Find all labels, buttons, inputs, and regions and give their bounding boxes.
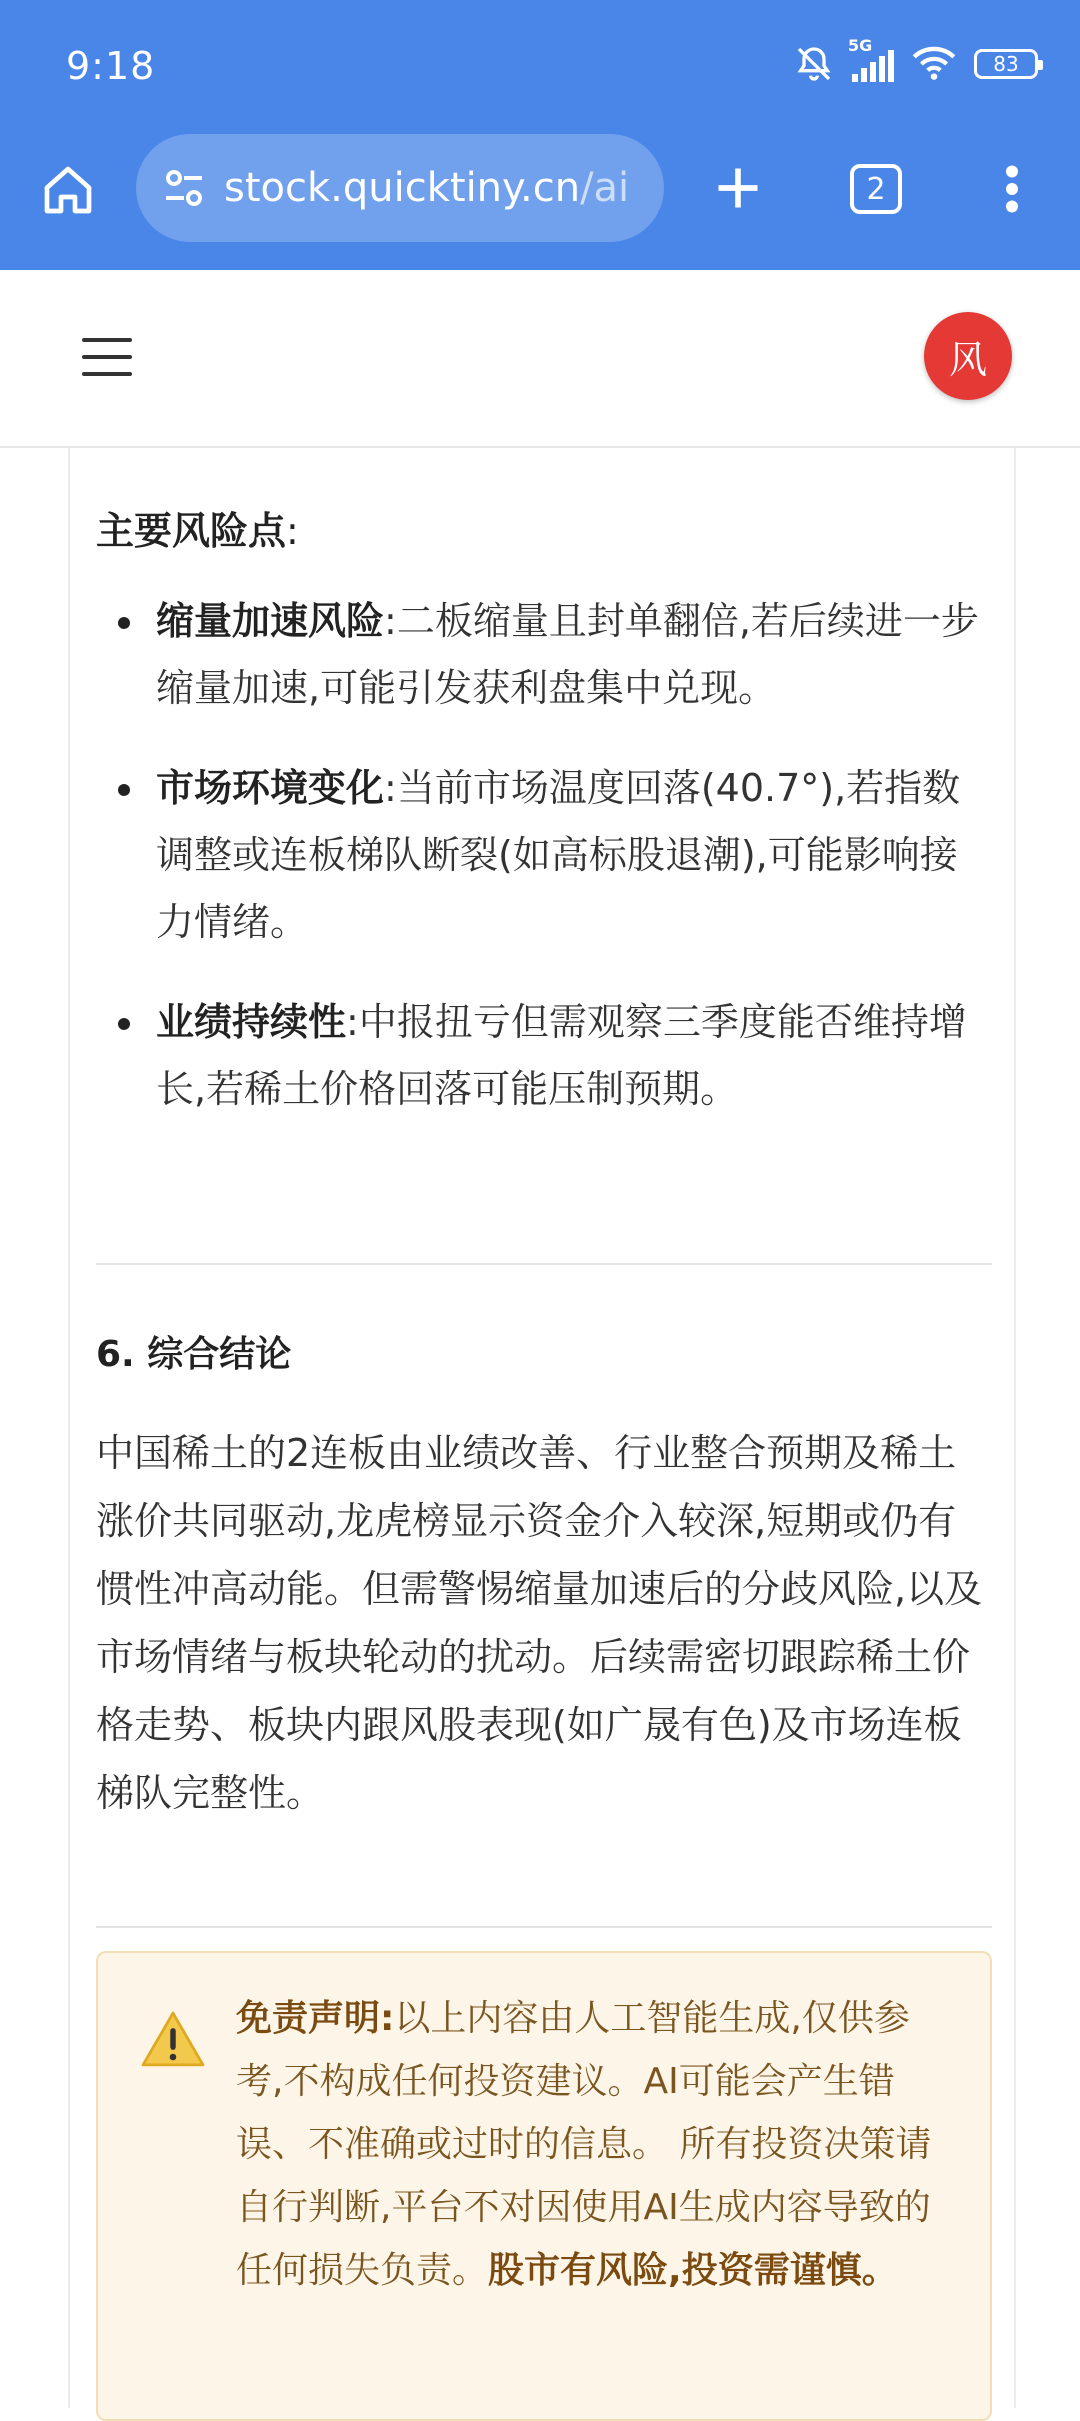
risk-heading: [96, 500, 299, 555]
list-item: [96, 989, 992, 1123]
battery-icon: 83: [974, 49, 1038, 79]
risk-heading-colon: :: [286, 509, 299, 553]
list-item: [96, 755, 992, 956]
plus-icon: [712, 162, 764, 214]
warning-icon: [140, 2009, 206, 2069]
home-icon: [40, 162, 96, 218]
section-title: 6. 综合结论: [96, 1334, 292, 1375]
wifi-icon: [912, 46, 956, 82]
risk-item-text: :当前市场温度回落(40.7°),若指数调整或连板梯队断裂(如高标股退潮),可能影响接力情绪。: [156, 766, 961, 944]
home-button[interactable]: [36, 158, 100, 222]
risk-item-title: 缩量加速风险: [156, 599, 385, 643]
browser-chrome: [0, 0, 1080, 270]
divider: [96, 1926, 992, 1928]
disclaimer-box: [96, 1951, 992, 2421]
risk-item-text: :中报扭亏但需观察三季度能否维持增长,若稀土价格回落可能压制预期。: [156, 1000, 967, 1111]
risk-list: [96, 588, 992, 1156]
list-item: [96, 588, 992, 722]
menu-icon[interactable]: [82, 332, 132, 382]
url-host: stock.quicktiny.cn: [224, 165, 581, 211]
status-time: 9:18: [66, 44, 156, 88]
disclaimer-label: 免责声明:: [236, 1998, 395, 2039]
status-icons: [794, 36, 1038, 84]
avatar[interactable]: 风: [924, 312, 1012, 400]
url-path: /ai: [580, 165, 630, 211]
conclusion-text: 中国稀土的2连板由业绩改善、行业整合预期及稀土涨价共同驱动,龙虎榜显示资金介入较深,短期或仍有惯性冲高动能。但需警惕缩量加速后的分歧风险,以及市场情绪与板块轮动的扰动。后续需密切跟踪稀土价格走势、板块内跟风股表现(如广晟有色)及市场连板梯队完整性。: [96, 1431, 983, 1815]
tune-icon[interactable]: [156, 160, 212, 216]
do-not-disturb-icon: [794, 44, 834, 84]
signal-icon: [848, 36, 894, 82]
new-tab-button[interactable]: [706, 156, 770, 220]
content-card: [68, 448, 1016, 2408]
risk-heading-text: 主要风险点: [96, 509, 287, 553]
network-type: 5G: [848, 36, 873, 55]
address-bar[interactable]: [136, 134, 664, 242]
disclaimer-emphasis: 股市有风险,投资需谨慎。: [488, 2250, 898, 2291]
url-text[interactable]: [224, 165, 629, 211]
tabs-icon[interactable]: 2: [850, 164, 902, 214]
risk-item-title: 业绩持续性: [156, 1000, 347, 1044]
status-bar: [0, 0, 1080, 120]
more-vert-icon[interactable]: [990, 156, 1034, 222]
risk-item-title: 市场环境变化: [156, 766, 385, 810]
disclaimer-text: [236, 1987, 956, 2302]
divider: [96, 1263, 992, 1265]
disclaimer-body: 以上内容由人工智能生成,仅供参考,不构成任何投资建议。AI可能会产生错误、不准确或过时的信息。 所有投资决策请自行判断,平台不对因使用AI生成内容导致的任何损失负责。: [236, 1998, 932, 2291]
site-header: [0, 270, 1080, 448]
browser-toolbar: [0, 130, 1080, 250]
risk-item-text: :二板缩量且封单翻倍,若后续进一步缩量加速,可能引发获利盘集中兑现。: [156, 599, 979, 710]
